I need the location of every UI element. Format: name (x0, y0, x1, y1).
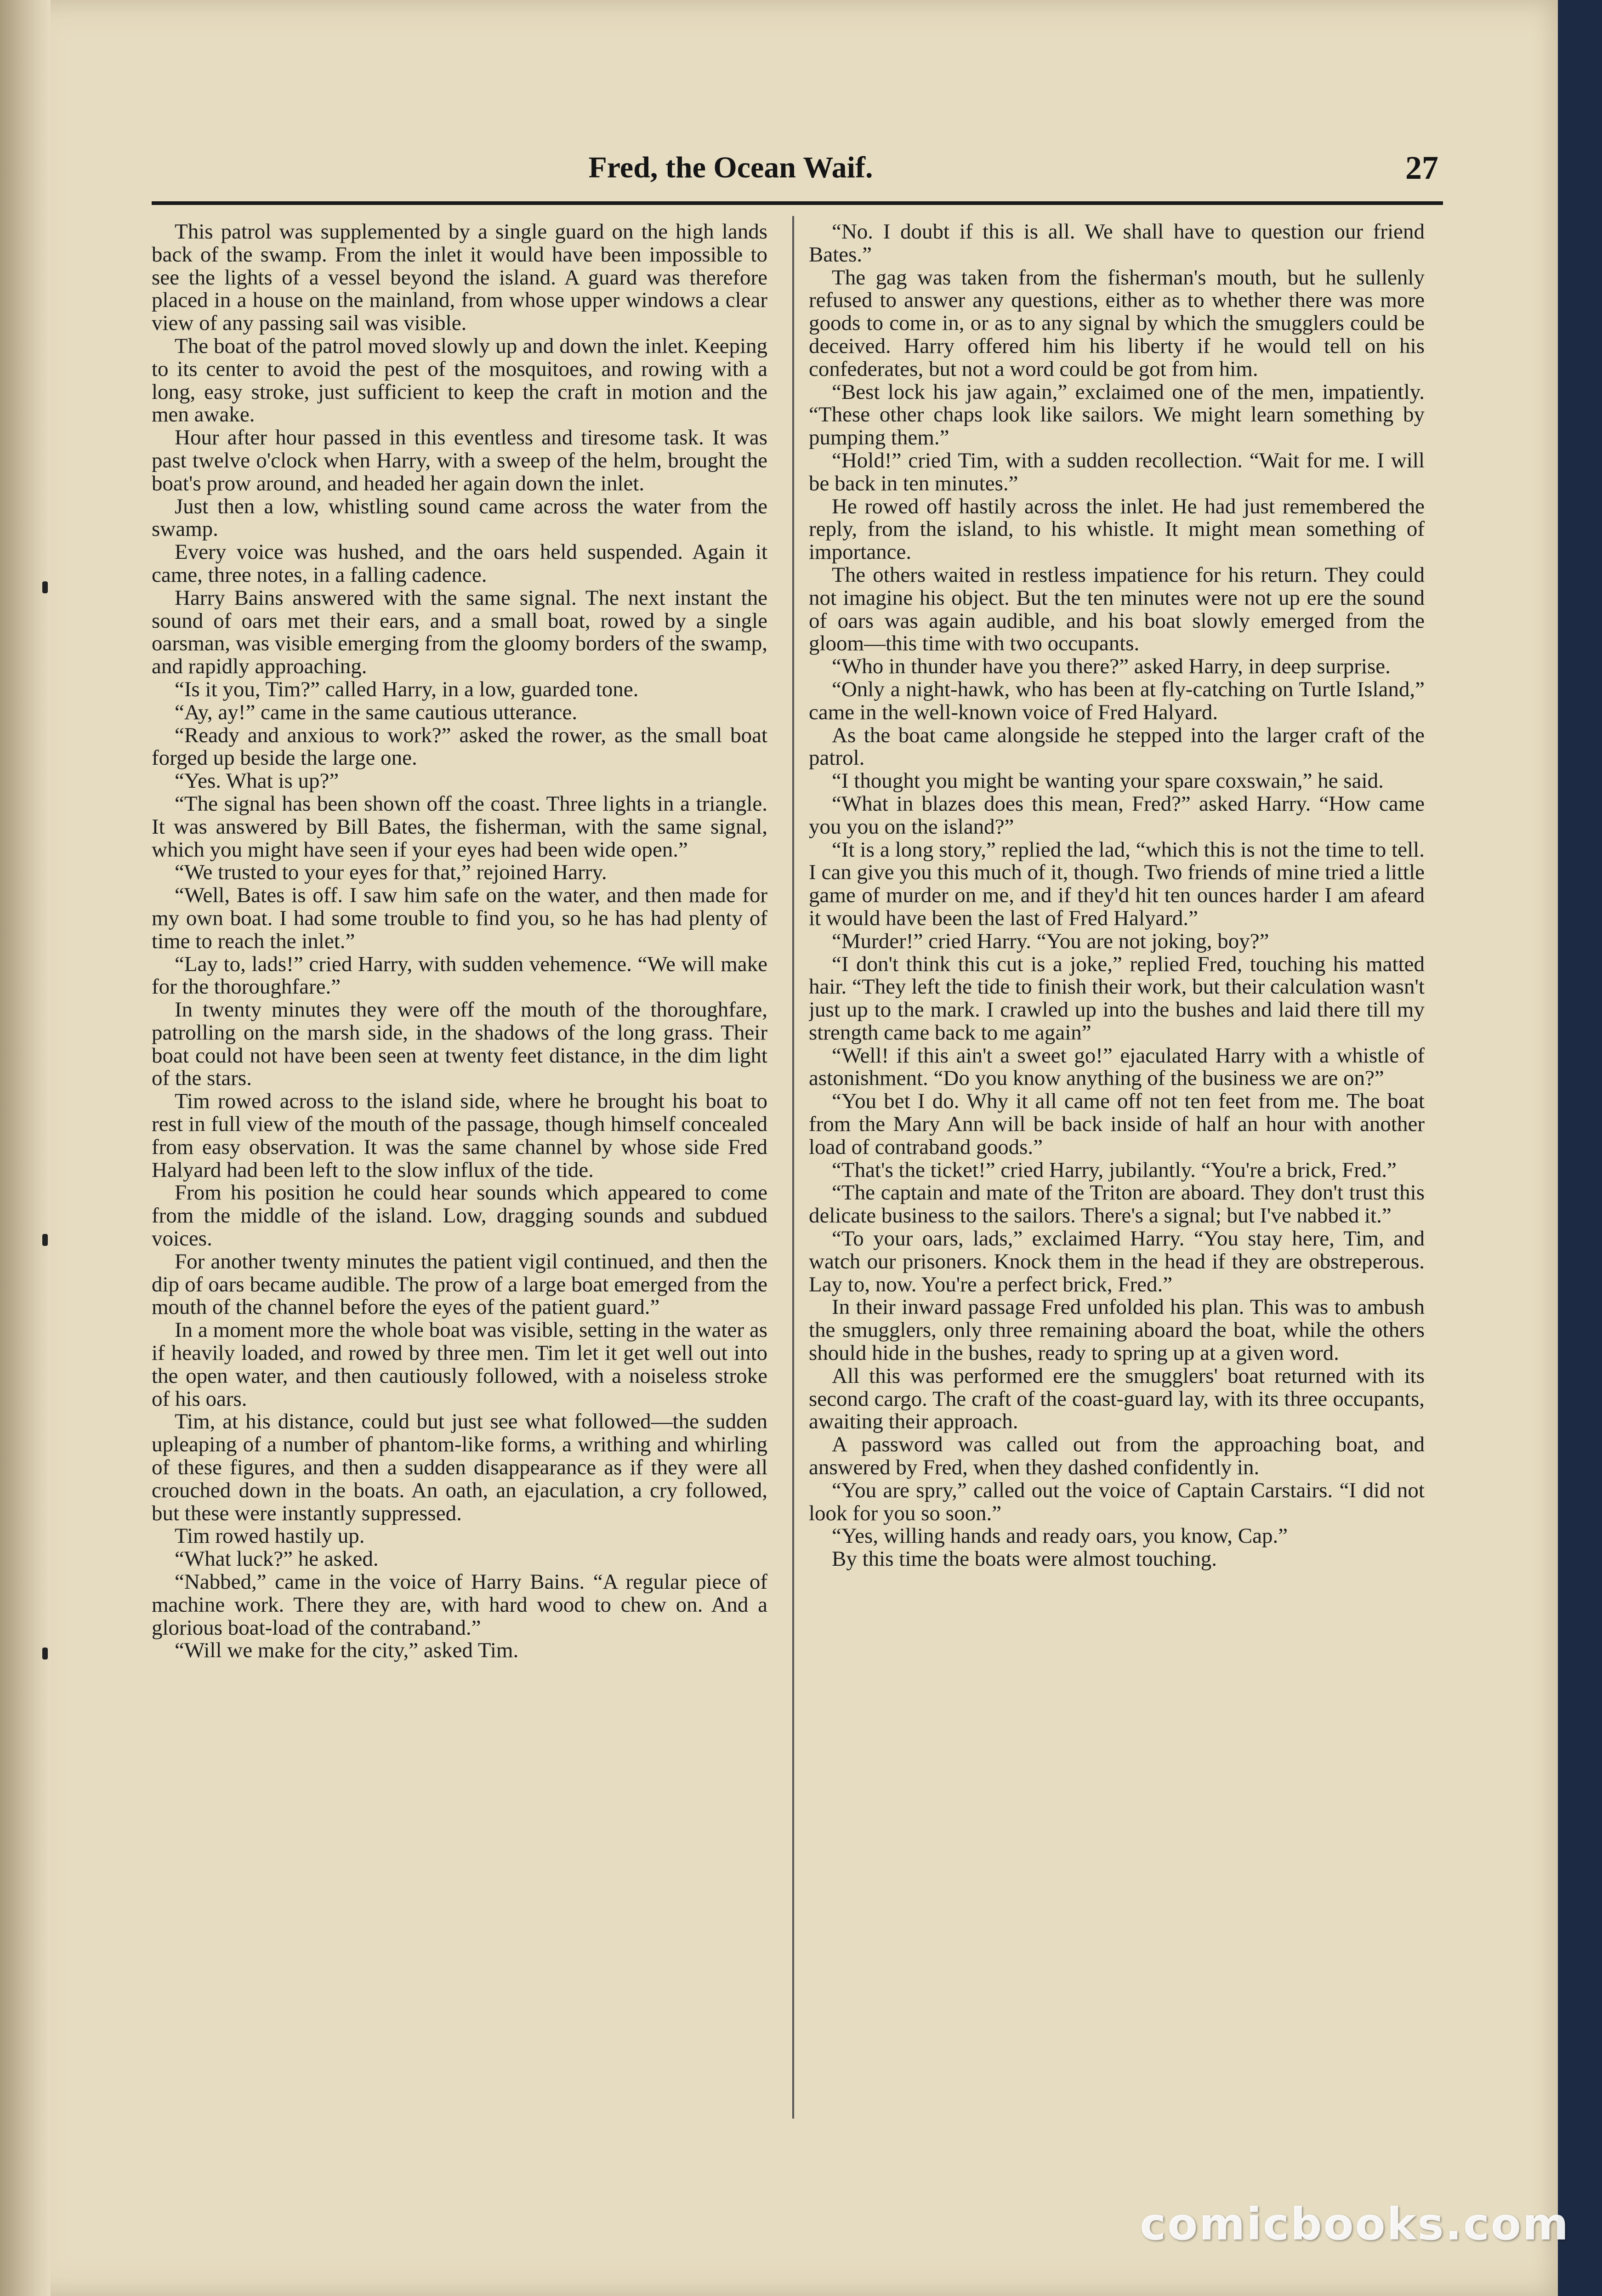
paragraph: “To your oars, lads,” exclaimed Harry. “You stay here, Tim, and watch our prisoners. Knock them in the head if they are obstreperous. Lay to, now. You're a perfect brick, Fred.” (809, 1227, 1425, 1296)
paragraph: “Will we make for the city,” asked Tim. (175, 1638, 519, 1663)
paragraph: “The captain and mate of the Triton are aboard. They don't trust this delicate business to the sailors. There's a signal; but I've nabbed it.” (809, 1181, 1425, 1228)
binding-stitch (42, 581, 48, 593)
page-number: 27 (1405, 149, 1438, 186)
right-text-column (809, 221, 1425, 2165)
column-divider (792, 216, 794, 2119)
paragraph: “We trusted to your eyes for that,” rejoined Harry. (175, 860, 607, 885)
paragraph: “Is it you, Tim?” called Harry, in a low, guarded tone. (175, 677, 639, 701)
binding-gutter (0, 0, 51, 2296)
paragraph: “Ready and anxious to work?” asked the rower, as the small boat forged up beside the large one. (152, 723, 767, 770)
paragraph: “You are spry,” called out the voice of Captain Carstairs. “I did not look for you so soon.” (809, 1478, 1425, 1525)
paragraph: “What in blazes does this mean, Fred?” asked Harry. “How came you you on the island?” (809, 791, 1425, 839)
paragraph: Harry Bains answered with the same signal. The next instant the sound of oars met their ears, and a small boat, rowed by a single oarsman, was visible emerging from the gloomy borders of the swamp, and rapidly approaching. (152, 585, 767, 679)
paragraph: In a moment more the whole boat was visible, setting in the water as if heavily loaded, and rowed by three men. Tim let it get well out into the open water, and then cautiously followed, with a noiseless stroke of his oars. (152, 1318, 767, 1411)
paragraph: By this time the boats were almost touching. (832, 1547, 1217, 1571)
paragraph: Tim rowed across to the island side, where he brought his boat to rest in full view of the mouth of the passage, though himself concealed from easy observation. It was the same channel by whose side Fred Halyard had been left to the slow influx of the tide. (152, 1089, 767, 1182)
paragraph: “Yes. What is up?” (175, 769, 339, 793)
paragraph: The gag was taken from the fisherman's mouth, but he sullenly refused to answer any questions, either as to whether there was more goods to come in, or as to any signal by which the smugglers could be deceived. Harry offered him his liberty if he would tell on his confederates, but not a word could be got from him. (809, 265, 1425, 381)
paragraph: The others waited in restless impatience for his return. They could not imagine his object. But the ten minutes were not up ere the sound of oars was again audible, and his boat slowly emerged from the gloom—this time with two occupants. (809, 563, 1425, 656)
page-title: Fred, the Ocean Waif. (588, 151, 873, 184)
paragraph: “The signal has been shown off the coast. Three lights in a triangle. It was answered by Bill Bates, the fisherman, with the same signal, which you might have seen if your eyes had been wide open.” (152, 791, 767, 862)
paragraph: “Nabbed,” came in the voice of Harry Bains. “A regular piece of machine work. There they are, with hard wood to chew on. And a glorious boat-load of the contraband.” (152, 1570, 767, 1640)
paragraph: “Well! if this ain't a sweet go!” ejaculated Harry with a whistle of astonishment. “Do you know anything of the business we are on?” (809, 1043, 1425, 1091)
paragraph: He rowed off hastily across the inlet. He had just remembered the reply, from the island, to his whistle. It might mean something of importance. (809, 494, 1425, 564)
paragraph: “Murder!” cried Harry. “You are not joking, boy?” (832, 929, 1269, 953)
paragraph: For another twenty minutes the patient vigil continued, and then the dip of oars became audible. The prow of a large boat emerged from the mouth of the channel before the eyes of the patient guard.” (152, 1249, 767, 1319)
watermark-logo: comicbooks.com (1140, 2199, 1570, 2250)
paragraph: “Yes, willing hands and ready oars, you know, Cap.” (832, 1524, 1288, 1548)
paragraph: “You bet I do. Why it all came off not ten feet from me. The boat from the Mary Ann will be back inside of half an hour with another load of contraband goods.” (809, 1089, 1425, 1159)
paragraph: Hour after hour passed in this eventless and tiresome task. It was past twelve o'clock when Harry, with a sweep of the helm, brought the boat's prow around, and headed her again down the inlet. (152, 426, 767, 495)
binding-stitch (42, 1234, 48, 1246)
paragraph: “I don't think this cut is a joke,” replied Fred, touching his matted hair. “They left the tide to finish their work, but their calculation wasn't just up to the mark. I crawled up into the bushes and laid there till my strength came back to me again” (809, 952, 1425, 1045)
left-text-column (152, 221, 767, 2165)
binding-stitch (42, 1648, 48, 1659)
paragraph: “Only a night-hawk, who has been at fly-catching on Turtle Island,” came in the well-known voice of Fred Halyard. (809, 677, 1425, 724)
paragraph: Every voice was hushed, and the oars held suspended. Again it came, three notes, in a falling cadence. (152, 540, 767, 587)
paragraph: “Lay to, lads!” cried Harry, with sudden vehemence. “We will make for the thoroughfare.” (152, 952, 767, 999)
header-rule (152, 201, 1443, 205)
paragraph: A password was called out from the approaching boat, and answered by Fred, when they dashed confidently in. (809, 1432, 1425, 1480)
paragraph: “No. I doubt if this is all. We shall have to question our friend Bates.” (809, 221, 1425, 267)
paragraph: All this was performed ere the smugglers' boat returned with its second cargo. The craft of the coast-guard lay, with its three occupants, awaiting their approach. (809, 1364, 1425, 1434)
paragraph: “Best lock his jaw again,” exclaimed one of the men, impatiently. “These other chaps look like sailors. We might learn something by pumping them.” (809, 380, 1425, 450)
paragraph: This patrol was supplemented by a single guard on the high lands back of the swamp. From the inlet it would have been impossible to see the lights of a vessel beyond the island. A guard was therefore placed in a house on the mainland, from whose upper windows a clear view of any passing sail was visible. (152, 221, 767, 335)
paragraph: “It is a long story,” replied the lad, “which this is not the time to tell. I can give you this much of it, though. Two friends of mine tried a little game of murder on me, and if they'd hit ten ounces harder I am afeard it would have been the last of Fred Halyard.” (809, 837, 1425, 930)
paragraph: Just then a low, whistling sound came across the water from the swamp. (152, 494, 767, 541)
paragraph: “I thought you might be wanting your spare coxswain,” he said. (832, 769, 1384, 793)
paragraph: “Who in thunder have you there?” asked Harry, in deep surprise. (832, 654, 1391, 679)
paragraph: The boat of the patrol moved slowly up and down the inlet. Keeping to its center to avoid the pest of the mosquitoes, and rowing with a long, easy stroke, just sufficient to keep the craft in motion and the men awake. (152, 334, 767, 427)
paragraph: “Well, Bates is off. I saw him safe on the water, and then made for my own boat. I had some trouble to find you, so he has had plenty of time to reach the inlet.” (152, 883, 767, 953)
paragraph: From his position he could hear sounds which appeared to come from the middle of the island. Low, dragging sounds and subdued voices. (152, 1181, 767, 1251)
paragraph: “Ay, ay!” came in the same cautious utterance. (175, 700, 578, 724)
paragraph: Tim rowed hastily up. (175, 1524, 365, 1548)
paragraph: In their inward passage Fred unfolded his plan. This was to ambush the smugglers, only three remaining aboard the boat, while the others should hide in the bushes, ready to spring up at a given word. (809, 1295, 1425, 1365)
paragraph: “Hold!” cried Tim, with a sudden recollection. “Wait for me. I will be back in ten minutes.” (809, 448, 1425, 495)
paragraph: Tim, at his distance, could but just see what followed—the sudden upleaping of a number of phantom-like forms, a writhing and whirling of these figures, and then a sudden disappearance as if they were all crouched down in the boats. An oath, an ejaculation, a cry followed, but these were instantly suppressed. (152, 1409, 767, 1525)
paragraph: “What luck?” he asked. (175, 1547, 379, 1571)
paragraph: As the boat came alongside he stepped into the larger craft of the patrol. (809, 723, 1425, 770)
paragraph: In twenty minutes they were off the mouth of the thoroughfare, patrolling on the marsh side, in the shadows of the long grass. Their boat could not have been seen at twenty feet distance, in the dim light of the stars. (152, 998, 767, 1091)
paragraph: “That's the ticket!” cried Harry, jubilantly. “You're a brick, Fred.” (832, 1158, 1397, 1182)
running-header (156, 147, 1443, 202)
